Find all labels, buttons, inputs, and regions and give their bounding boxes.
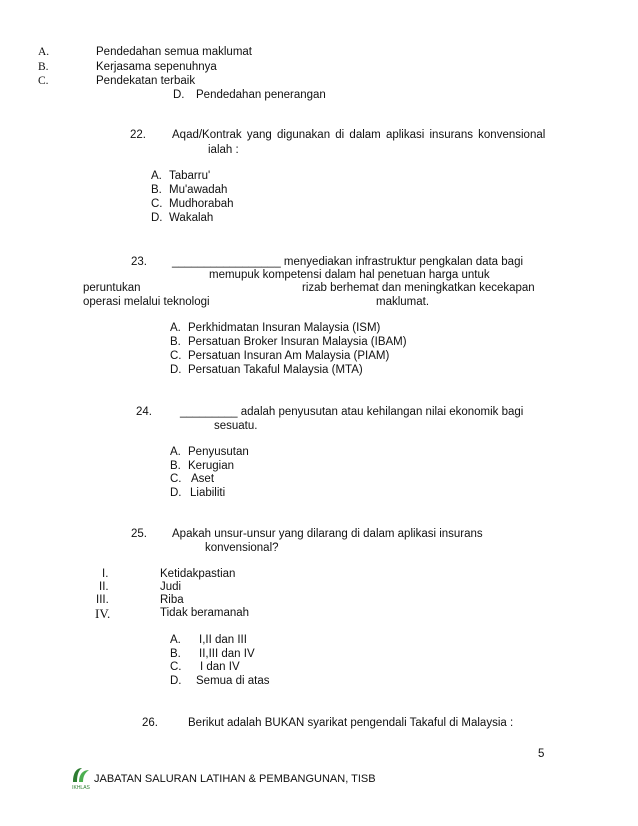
q24-option-a-text: Penyusutan (188, 446, 249, 458)
q24-number: 24. (136, 406, 152, 418)
q21-option-c-text: Pendekatan terbaik (96, 75, 196, 87)
q23-question-line2: memupuk kompetensi dalam hal penetuan harga untuk (209, 269, 490, 281)
q23-option-a-text: Perkhidmatan Insuran Malaysia (ISM) (188, 322, 381, 334)
q23-option-c-letter: C. (170, 350, 182, 362)
q22-question-line1: Aqad/Kontrak yang digunakan di dalam aplikasi insurans konvensional (172, 129, 546, 141)
q24-option-d-text: Liabiliti (190, 487, 226, 499)
q23-number: 23. (131, 256, 147, 268)
q21-option-d-text: Pendedahan penerangan (196, 89, 326, 101)
q23-question-line1: _________________ menyediakan infrastruktur pengkalan data bagi (172, 256, 524, 268)
q25-question-line1: Apakah unsur-unsur yang dilarang di dalam aplikasi insurans (172, 528, 483, 540)
q26-number: 26. (142, 717, 158, 729)
q21-option-d-letter: D. (173, 89, 185, 101)
q23-question-line4-start: operasi melalui teknologi (83, 296, 210, 308)
q24-question-line2: sesuatu. (214, 420, 258, 432)
q22-option-b-text: Mu'awadah (169, 184, 228, 196)
footer-organization: JABATAN SALURAN LATIHAN & PEMBANGUNAN, TISB (94, 773, 376, 785)
q23-option-d-letter: D. (170, 364, 182, 376)
q25-statement-2-text: Judi (160, 581, 182, 593)
q22-option-d-letter: D. (151, 212, 163, 224)
q25-statement-3-text: Riba (160, 594, 184, 606)
ikhlas-logo (66, 762, 96, 792)
q25-statement-4-numeral: IV. (95, 606, 111, 621)
q22-option-a-letter: A. (151, 170, 162, 182)
q24-option-b-text: Kerugian (188, 460, 235, 472)
q25-statement-4-text: Tidak beramanah (160, 607, 250, 619)
q21-option-a-letter: A. (38, 46, 50, 58)
q25-option-d-text: Semua di atas (196, 675, 270, 687)
logo-text: IKHLAS (72, 785, 90, 791)
page-number: 5 (538, 748, 545, 760)
q24-option-a-letter: A. (170, 446, 181, 458)
q24-question-line1: _________ adalah penyusutan atau kehilangan nilai ekonomik bagi (180, 406, 524, 418)
q23-option-b-text: Persatuan Broker Insuran Malaysia (IBAM) (188, 336, 407, 348)
q22-option-a-text: Tabarru' (169, 170, 211, 182)
q25-statement-1-numeral: I. (102, 568, 109, 580)
q25-question-line2: konvensional? (205, 542, 279, 554)
q23-option-d-text: Persatuan Takaful Malaysia (MTA) (188, 364, 363, 376)
q25-statement-3-numeral: III. (96, 594, 109, 606)
q25-option-b-text: II,III dan IV (199, 648, 255, 660)
q22-option-c-letter: C. (151, 198, 163, 210)
q25-statement-1-text: Ketidakpastian (160, 568, 236, 580)
q22-question-line2: ialah : (208, 144, 239, 156)
q25-option-b-letter: B. (170, 648, 181, 660)
q24-option-c-text: Aset (191, 473, 215, 485)
q25-option-a-text: I,II dan III (199, 634, 247, 646)
q23-option-c-text: Persatuan Insuran Am Malaysia (PIAM) (188, 350, 390, 362)
q23-question-line3-start: peruntukan (83, 282, 141, 294)
q25-option-a-letter: A. (170, 634, 181, 646)
q25-option-d-letter: D. (170, 675, 182, 687)
q25-statement-2-numeral: II. (99, 581, 109, 593)
q23-question-line3-end: rizab berhemat dan meningkatkan kecekapan (302, 282, 535, 294)
q25-number: 25. (131, 528, 147, 540)
q22-option-d-text: Wakalah (169, 212, 214, 224)
q23-option-a-letter: A. (170, 322, 181, 334)
q25-option-c-letter: C. (170, 661, 182, 673)
q25-option-c-text: I dan IV (200, 661, 240, 673)
q26-question-line1: Berikut adalah BUKAN syarikat pengendali Takaful di Malaysia : (188, 717, 514, 729)
q22-option-c-text: Mudhorabah (169, 198, 234, 210)
q24-option-b-letter: B. (170, 460, 181, 472)
q22-option-b-letter: B. (151, 184, 162, 196)
q22-number: 22. (130, 129, 146, 141)
q21-option-c-letter: C. (38, 75, 49, 87)
q23-question-line4-end: maklumat. (376, 296, 430, 308)
q21-option-b-text: Kerjasama sepenuhnya (96, 61, 217, 73)
q24-option-d-letter: D. (170, 487, 182, 499)
ikhlas-logo-icon (66, 762, 96, 792)
q21-option-b-letter: B. (38, 61, 49, 73)
q21-option-a-text: Pendedahan semua maklumat (96, 46, 252, 58)
q23-option-b-letter: B. (170, 336, 181, 348)
q24-option-c-letter: C. (170, 473, 182, 485)
